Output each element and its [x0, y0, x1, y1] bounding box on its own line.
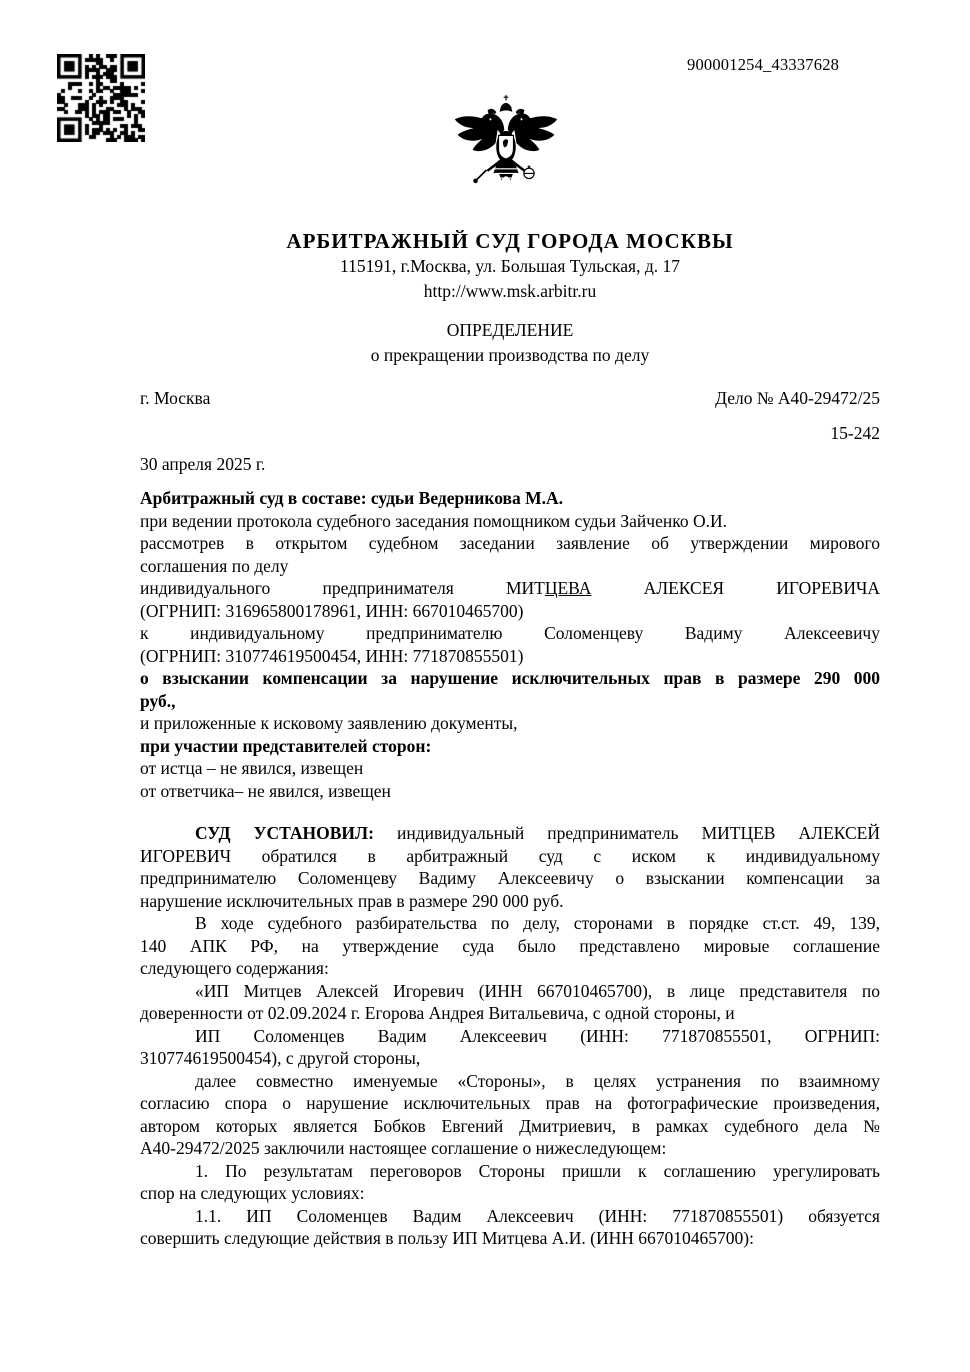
russian-coat-of-arms-icon	[448, 94, 564, 216]
plaintiff-ids: (ОГРНИП: 316965800178961, ИНН: 667010465700)	[140, 600, 524, 621]
established-line-2: ИГОРЕВИЧ обратился в арбитражный суд с иском к индивидуальному	[140, 845, 880, 866]
party1-line-2: доверенности от 02.09.2024 г. Егорова Андрея Витальевича, с одной стороны, и	[140, 1003, 735, 1023]
participants-heading: при участии представителей сторон:	[140, 735, 432, 756]
party2-line-2: 310774619500454), с другой стороны,	[140, 1048, 421, 1068]
document-type: ОПРЕДЕЛЕНИЕ	[446, 320, 574, 340]
reviewed-line-1: рассмотрев в открытом судебном заседании заявление об утверждении мирового	[140, 533, 880, 553]
case-code: 15-242	[830, 423, 880, 443]
document-id: 900001254_43337628	[687, 55, 840, 74]
course-line-3: следующего содержания:	[140, 958, 329, 978]
reviewed-line-2: соглашения по делу	[140, 555, 289, 576]
joint-line-1: далее совместно именуемые «Стороны», в целях устранения по взаимному	[195, 1070, 880, 1091]
claim-line-2: руб.,	[140, 690, 176, 711]
document-date: 30 апреля 2025 г.	[140, 454, 266, 474]
established-line-1-rest: индивидуальный предприниматель МИТЦЕВ АЛЕКСЕЙ	[397, 823, 880, 843]
party2-line-1: ИП Соломенцев Вадим Алексеевич (ИНН: 771870855501, ОГРНИП:	[195, 1025, 880, 1046]
document-subtitle: о прекращении производства по делу	[370, 345, 650, 365]
joint-line-3: автором которых является Бобков Евгений Дмитриевич, в рамках судебного дела №	[140, 1115, 880, 1136]
court-address: 115191, г.Москва, ул. Большая Тульская, д. 17	[340, 256, 680, 276]
court-composition: Арбитражный суд в составе: судьи Ведерникова М.А.	[140, 488, 564, 508]
city-label: г. Москва	[140, 388, 211, 408]
plaintiff-presence: от истца – не явился, извещен	[140, 758, 364, 778]
court-name: АРБИТРАЖНЫЙ СУД ГОРОДА МОСКВЫ	[286, 229, 734, 253]
joint-line-4: А40-29472/2025 заключили настоящее соглашение о нижеследующем:	[140, 1138, 667, 1158]
spacer	[140, 368, 880, 386]
case-number: Дело № А40-29472/25	[715, 388, 880, 408]
established-line-1	[140, 822, 880, 845]
established-label: СУД УСТАНОВИЛ:	[195, 823, 374, 843]
course-line-1: В ходе судебного разбирательства по делу, сторонами в порядке ст.ст. 49, 139,	[195, 913, 880, 933]
clause11-line-1: 1.1. ИП Соломенцев Вадим Алексеевич (ИНН: 771870855501) обязуется	[195, 1205, 880, 1226]
joint-line-2: согласию спора о нарушение исключительных прав на фотографические произведения,	[140, 1093, 880, 1113]
attachments-line: и приложенные к исковому заявлению документы,	[140, 713, 518, 733]
case-row	[140, 386, 880, 411]
defendant-presence: от ответчика– не явился, извещен	[140, 780, 391, 801]
qr-code-icon	[57, 54, 145, 142]
defendant-line: к индивидуальному предпринимателю Соломенцеву Вадиму Алексеевичу	[140, 623, 880, 643]
plaintiff-name-post: АЛЕКСЕЯ ИГОРЕВИЧА	[643, 578, 880, 598]
document-content	[140, 228, 880, 1250]
established-line-3: предпринимателю Соломенцеву Вадиму Алексеевичу о взыскании компенсации за	[140, 868, 880, 888]
protocol-line: при ведении протокола судебного заседания помощником судьи Зайченко О.И.	[140, 510, 727, 531]
clause11-line-2: совершить следующие действия в пользу ИП Митцева А.И. (ИНН 667010465700):	[140, 1228, 754, 1248]
established-line-4: нарушение исключительных прав в размере 290 000 руб.	[140, 890, 564, 911]
court-website: http://www.msk.arbitr.ru	[423, 281, 597, 301]
clause1-line-1: 1. По результатам переговоров Стороны пришли к соглашению урегулировать	[195, 1160, 880, 1181]
course-line-2: 140 АПК РФ, на утверждение суда было представлено мировые соглашение	[140, 935, 880, 956]
plaintiff-name-pre: индивидуального предпринимателя МИТ	[140, 578, 545, 598]
clause1-line-2: спор на следующих условиях:	[140, 1183, 365, 1203]
claim-line-1: о взыскании компенсации за нарушение исключительных прав в размере 290 000	[140, 668, 880, 688]
party1-line-1: «ИП Митцев Алексей Игоревич (ИНН 667010465700), в лице представителя по	[195, 980, 880, 1001]
document-body	[140, 487, 880, 1250]
spacer	[140, 304, 880, 318]
defendant-ids: (ОГРНИП: 310774619500454, ИНН: 771870855501)	[140, 645, 524, 666]
plaintiff-name-line	[140, 577, 880, 600]
plaintiff-name-underlined: ЦЕВА	[544, 578, 592, 598]
